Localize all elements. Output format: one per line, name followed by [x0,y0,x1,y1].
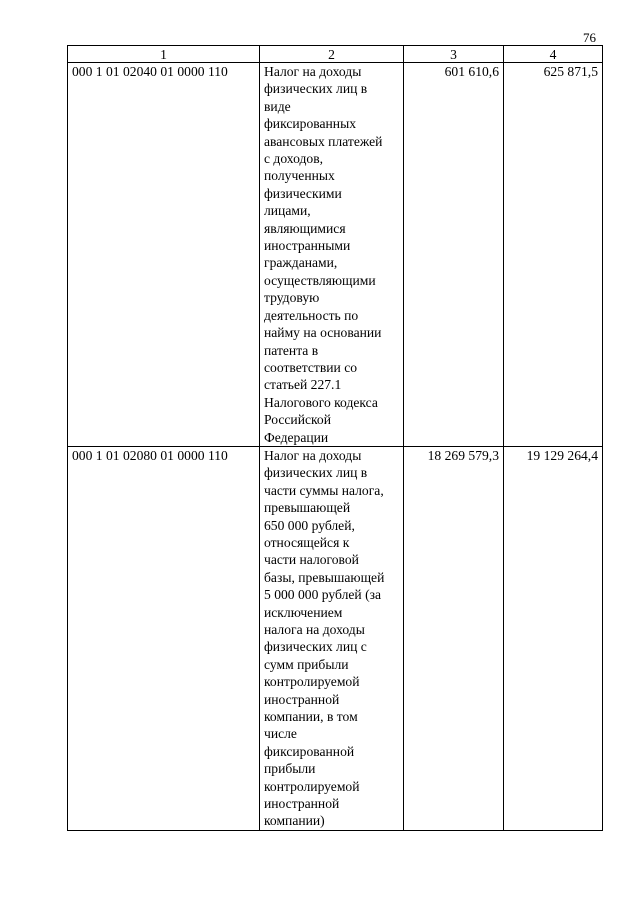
revenue-name-line: компании) [264,813,325,829]
revenue-name-line: фиксированной [264,743,355,759]
revenue-name-line: фиксированных [264,116,357,132]
revenue-name-line: части налоговой [264,552,359,568]
revenue-name-line: виде [264,98,291,114]
revenue-name-line: лицами, [264,203,311,219]
revenue-name-line: патента в [264,342,319,358]
revenue-name [260,63,404,447]
column-header-2: 2 [260,46,404,63]
revenue-name-line: найму на основании [264,325,382,341]
column-header-4: 4 [504,46,603,63]
revenue-name-line: исключением [264,604,343,620]
value-column-4: 19 129 264,4 [504,446,603,830]
value-column-3: 18 269 579,3 [404,446,504,830]
revenue-name-line: гражданами, [264,255,338,271]
revenue-name-line: относящейся к [264,534,350,550]
revenue-name-line: осуществляющими [264,272,376,288]
column-header-1: 1 [68,46,260,63]
revenue-name-line: соответствии со [264,359,358,375]
table-row [68,446,603,830]
revenue-name-line: деятельность по [264,307,359,323]
revenue-name-line: Российской [264,412,331,428]
revenue-name-line: авансовых платежей [264,133,383,149]
value-column-4: 625 871,5 [504,63,603,447]
revenue-name-line: физических лиц в [264,81,368,97]
revenue-name-line: Налог на доходы [264,64,362,79]
revenue-name-line: контролируемой [264,778,360,794]
table-body [68,63,603,831]
header-row [68,46,603,63]
revenue-name-line: прибыли [264,761,316,777]
revenue-name-line: 650 000 рублей, [264,517,355,533]
revenue-name-line: налога на доходы [264,622,365,637]
revenue-name-line: с доходов, [264,151,324,167]
revenue-name-line: физических лиц в [264,465,368,481]
revenue-name-line: контролируемой [264,674,360,690]
revenue-name-line: Налог на доходы [264,447,362,463]
revenue-name-line: физических лиц с [264,639,367,655]
revenue-name-line: иностранной [264,796,340,812]
budget-code: 000 1 01 02040 01 0000 110 [68,63,260,447]
revenue-name-line: статьей 227.1 [264,377,342,393]
revenue-name-line: части суммы налога, [264,482,384,498]
revenue-name-line: Федерации [264,429,329,445]
revenue-name-line: иностранной [264,691,340,707]
page-number: 76 [583,30,596,45]
revenue-name-line: базы, превышающей [264,569,385,585]
revenue-name [260,446,404,830]
column-header-3: 3 [404,46,504,63]
revenue-name-line: числе [264,726,297,742]
revenue-name-line: физическими [264,185,342,201]
revenue-name-line: компании, в том [264,709,358,725]
revenue-name-line: иностранными [264,238,351,254]
revenue-name-line: полученных [264,168,335,184]
revenue-name-line: сумм прибыли [264,656,349,672]
budget-table [67,45,603,831]
budget-code: 000 1 01 02080 01 0000 110 [68,446,260,830]
revenue-name-line: трудовую [264,290,320,306]
table-row [68,63,603,447]
revenue-name-line: являющимися [264,220,346,236]
revenue-name-line: превышающей [264,500,351,516]
revenue-name-line: 5 000 000 рублей (за [264,587,382,603]
revenue-name-line: Налогового кодекса [264,394,378,410]
value-column-3: 601 610,6 [404,63,504,447]
